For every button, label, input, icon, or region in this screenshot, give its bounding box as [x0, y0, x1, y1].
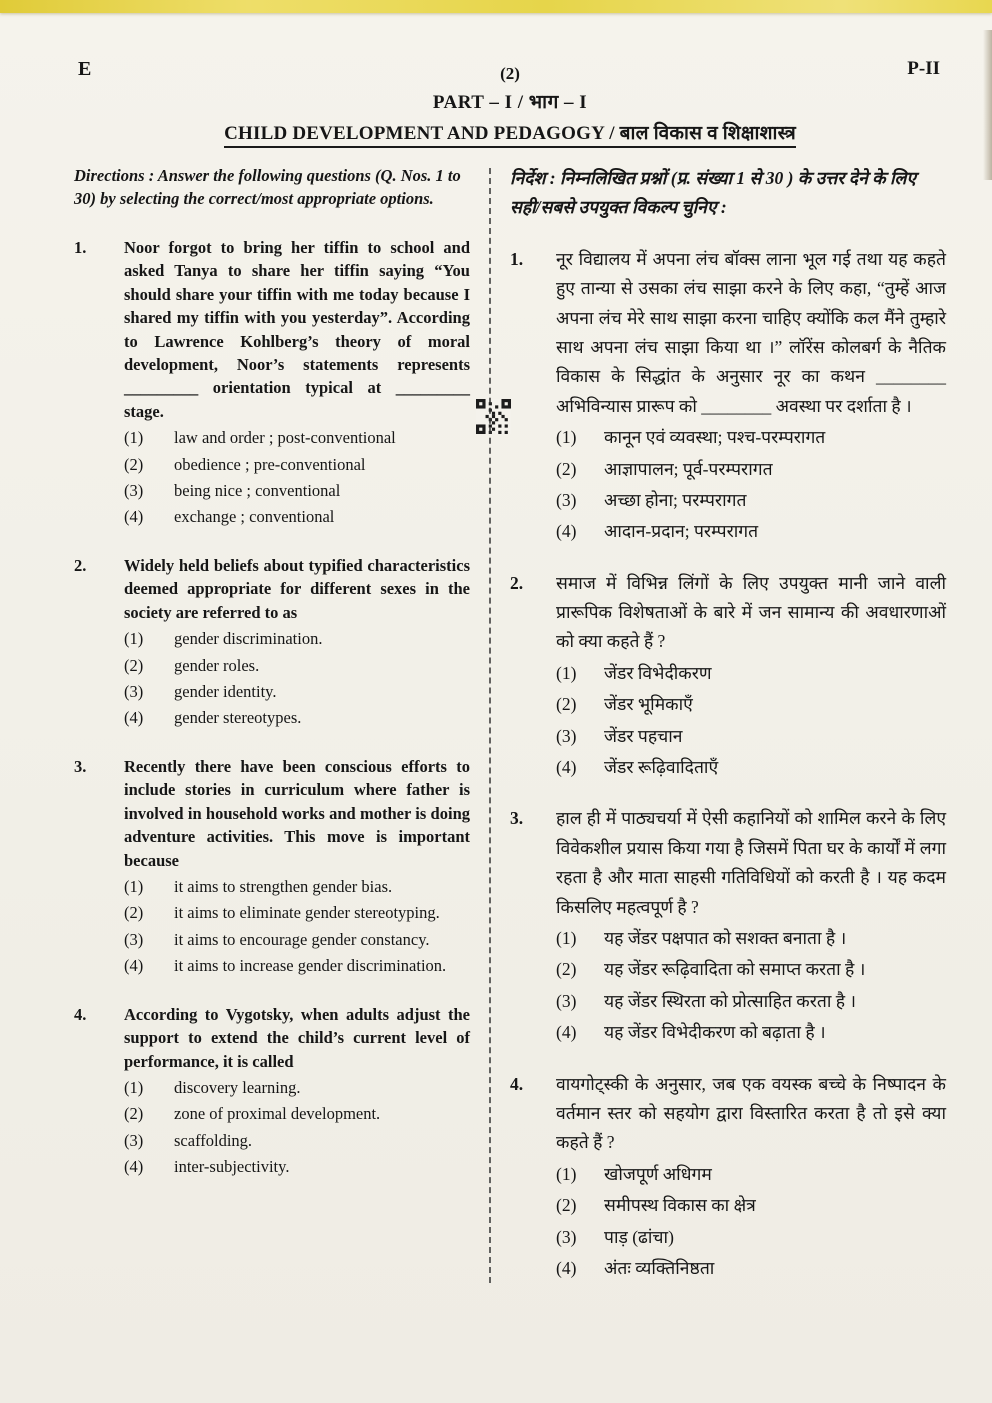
option-text: being nice ; conventional [174, 481, 341, 501]
option-text: gender stereotypes. [174, 708, 302, 728]
question-en-4 [74, 1003, 470, 1179]
option [124, 654, 470, 677]
question-number: 4. [510, 1073, 524, 1094]
option-number: (4) [124, 708, 144, 728]
option-text: यह जेंडर पक्षपात को सशक्त बनाता है । [604, 927, 847, 948]
option-number: (1) [124, 876, 144, 896]
option-number: (3) [556, 489, 577, 510]
option-text: zone of proximal development. [174, 1104, 381, 1124]
option [124, 1129, 470, 1152]
page-number: (2) [500, 64, 520, 83]
option [556, 1254, 946, 1283]
option-number: (2) [124, 454, 144, 474]
part-title: PART – I / भाग – I [432, 92, 588, 113]
option [556, 955, 946, 984]
option-number: (1) [556, 1163, 577, 1184]
question-body [124, 755, 470, 978]
question-text: नूर विद्यालय में अपना लंच बॉक्स लाना भूल गई तथा यह कहते हुए तान्या से उसका लंच साझा करने के लिए कहा, “तुम्हें आज अपना लंच मेरे साथ साझा करना चाहिए क्योंकि कल मैंने तुम्हारे साथ अपना लंच साझा किया था ।” लॉरेंस कोलबर्ग के नैतिक विकास के सिद्धांत के अनुसार नूर का कथन ________ अभिविन्यास प्रारूप को ________ अवस्था पर दर्शाता है । [556, 248, 946, 416]
directions-body: Answer the following questions (Q. Nos. 1 to 30) by selecting the [74, 166, 461, 209]
question-body [124, 554, 470, 730]
option [556, 1223, 946, 1252]
section-title [74, 119, 946, 148]
option-number: (1) [556, 427, 577, 448]
option [556, 924, 946, 953]
option [556, 1160, 946, 1189]
option-number: (2) [556, 694, 577, 715]
option [124, 505, 470, 528]
option-text: अंतः व्यक्तिनिष्ठता [604, 1257, 715, 1278]
option-number: (4) [556, 757, 577, 778]
option-text: discovery learning. [174, 1077, 301, 1097]
option-number: (3) [124, 481, 144, 501]
option-number: (3) [556, 1226, 577, 1247]
option-text: खोजपूर्ण अधिगम [604, 1163, 712, 1184]
paper-code: P-II [907, 58, 940, 79]
question-body [556, 569, 946, 783]
question-text: According to Vygotsky, when adults adjust the support to extend the child’s current level of performance, it is called [124, 1004, 470, 1071]
question-text: Widely held beliefs about typified characteristics deemed appropriate for different sexes in the society are referred to as [124, 555, 470, 622]
option-number: (3) [124, 1130, 144, 1150]
option-number: (2) [124, 1104, 144, 1124]
question-en-3 [74, 755, 470, 978]
option-number: (2) [556, 1195, 577, 1216]
option [124, 901, 470, 924]
option-text: exchange ; conventional [174, 507, 335, 527]
option [124, 706, 470, 729]
option [124, 954, 470, 977]
option-text: gender discrimination. [174, 629, 323, 649]
option-text: अच्छा होना; परम्परागत [604, 489, 747, 510]
option-text: जेंडर भूमिकाएँ [604, 694, 693, 715]
option-number: (1) [124, 428, 144, 448]
option [556, 517, 946, 546]
option-text: यह जेंडर स्थिरता को प्रोत्साहित करता है । [604, 990, 857, 1011]
option-text: gender identity. [174, 682, 277, 702]
option-text: it aims to increase gender discrimination. [174, 956, 447, 976]
option-text: inter-subjectivity. [174, 1157, 290, 1177]
question-number: 3. [510, 808, 524, 829]
directions-hindi [510, 164, 946, 223]
question-hi-1 [510, 245, 946, 547]
directions-english [74, 164, 470, 211]
option-number: (4) [556, 1257, 577, 1278]
option-number: (2) [556, 959, 577, 980]
option-text: gender roles. [174, 655, 260, 675]
option [556, 455, 946, 484]
option [556, 1018, 946, 1047]
option-text: जेंडर रूढ़िवादिताएँ [604, 757, 719, 778]
question-hi-2 [510, 569, 946, 783]
option-number: (4) [124, 1157, 144, 1177]
option [556, 486, 946, 515]
option-number: (3) [124, 929, 144, 949]
option-number: (3) [556, 990, 577, 1011]
option [124, 453, 470, 476]
page-header [74, 58, 946, 86]
question-number: 1. [510, 248, 524, 269]
question-text: Noor forgot to bring her tiffin to school and asked Tanya to share her tiffin saying “You should share your tiffin with me today because I shared my tiffin with you yesterday”. According to Lawrence Kohlberg’s theory of moral development, Noor’s statements represents _________ orientation typical at _________ stage. [124, 237, 470, 421]
option-number: (4) [556, 521, 577, 542]
option [556, 987, 946, 1016]
option [556, 423, 946, 452]
option-text: यह जेंडर विभेदीकरण को बढ़ाता है । [604, 1022, 826, 1043]
option-number: (2) [124, 655, 144, 675]
column-divider-dashed-line [489, 168, 491, 1283]
hindi-column [502, 164, 946, 1283]
option-text: पाड़ (ढांचा) [604, 1226, 674, 1247]
option [124, 1076, 470, 1099]
question-en-1 [74, 236, 470, 529]
option-text: it aims to encourage gender constancy. [174, 929, 430, 949]
question-number: 4. [74, 1004, 87, 1024]
option-number: (3) [556, 725, 577, 746]
option [124, 1155, 470, 1178]
directions-body-end: उपयुक्त विकल्प चुनिए : [574, 197, 727, 218]
option [556, 690, 946, 719]
option [556, 722, 946, 751]
question-number: 2. [510, 572, 524, 593]
directions-emphasis: सही/सबसे [510, 197, 575, 218]
option-text: यह जेंडर रूढ़िवादिता को समाप्त करता है । [604, 959, 866, 980]
english-column [74, 164, 476, 1283]
question-number: 1. [74, 237, 87, 257]
option-text: जेंडर पहचान [604, 725, 683, 746]
option-number: (1) [556, 927, 577, 948]
question-text: हाल ही में पाठ्यचर्या में ऐसी कहानियों को शामिल करने के लिए विवेकशील प्रयास किया गया है जिसमें पिता घर के कार्यों में लगा रहता है और माता साहसी गतिविधियों को करती है । यह कदम किसलिए महत्वपूर्ण है ? [556, 808, 946, 917]
question-hi-3 [510, 804, 946, 1047]
option-number: (2) [124, 903, 144, 923]
option [556, 753, 946, 782]
question-number: 2. [74, 555, 87, 575]
option-text: कानून एवं व्यवस्था; पश्च-परम्परागत [604, 427, 826, 448]
option-text: जेंडर विभेदीकरण [604, 662, 712, 683]
option-number: (4) [124, 507, 144, 527]
option [556, 1191, 946, 1220]
option-number: (1) [124, 1077, 144, 1097]
edition-code: E [78, 58, 93, 80]
option [124, 928, 470, 951]
option-number: (4) [124, 956, 144, 976]
question-body [124, 1003, 470, 1179]
option [124, 479, 470, 502]
option-text: law and order ; post-conventional [174, 428, 396, 448]
option [124, 875, 470, 898]
option-text: it aims to strengthen gender bias. [174, 876, 393, 896]
question-body [556, 804, 946, 1047]
question-body [556, 1070, 946, 1284]
question-hi-4 [510, 1070, 946, 1284]
section-title-text: CHILD DEVELOPMENT AND PEDAGOGY / बाल विकास व शिक्षाशास्त्र [224, 119, 796, 148]
option-number: (1) [124, 629, 144, 649]
question-text: वायगोट्स्की के अनुसार, जब एक वयस्क बच्चे के निष्पादन के वर्तमान स्तर को सहयोग द्वारा विस्तारित करता है तो इसे क्या कहते हैं ? [556, 1073, 946, 1153]
option-text: आज्ञापालन; पूर्व-परम्परागत [604, 458, 773, 479]
question-text: Recently there have been conscious efforts to include stories in curriculum where father is involved in household works and mother is doing adventure activities. This move is important because [124, 756, 470, 870]
option-number: (2) [556, 458, 577, 479]
directions-label: Directions : [74, 166, 155, 185]
option [556, 659, 946, 688]
option-number: (4) [556, 1022, 577, 1043]
directions-body: निम्नलिखित प्रश्नों (प्र. संख्या 1 से 30 ) के उत्तर देने के लिए [555, 168, 917, 188]
option-text: आदान-प्रदान; परम्परागत [604, 521, 759, 542]
option [124, 680, 470, 703]
question-number: 3. [74, 756, 87, 776]
option-text: it aims to eliminate gender stereotyping. [174, 903, 440, 923]
option-text: scaffolding. [174, 1130, 253, 1150]
option-number: (1) [556, 662, 577, 683]
directions-label: निर्देश : [510, 168, 556, 188]
directions-emphasis: correct/most [208, 189, 294, 209]
two-column-body [74, 164, 946, 1283]
question-body [124, 236, 470, 529]
option [124, 627, 470, 650]
option [124, 426, 470, 449]
question-body [556, 245, 946, 547]
option [124, 1102, 470, 1125]
option-number: (3) [124, 682, 144, 702]
option-text: समीपस्थ विकास का क्षेत्र [604, 1195, 756, 1216]
option-text: obedience ; pre-conventional [174, 454, 366, 474]
question-en-2 [74, 554, 470, 730]
directions-body-end: appropriate options. [293, 189, 434, 209]
question-text: समाज में विभिन्न लिंगों के लिए उपयुक्त मानी जाने वाली प्रारूपिक विशेषताओं के बारे में जन सामान्य की अवधारणाओं को क्या कहते हैं ? [556, 572, 946, 652]
